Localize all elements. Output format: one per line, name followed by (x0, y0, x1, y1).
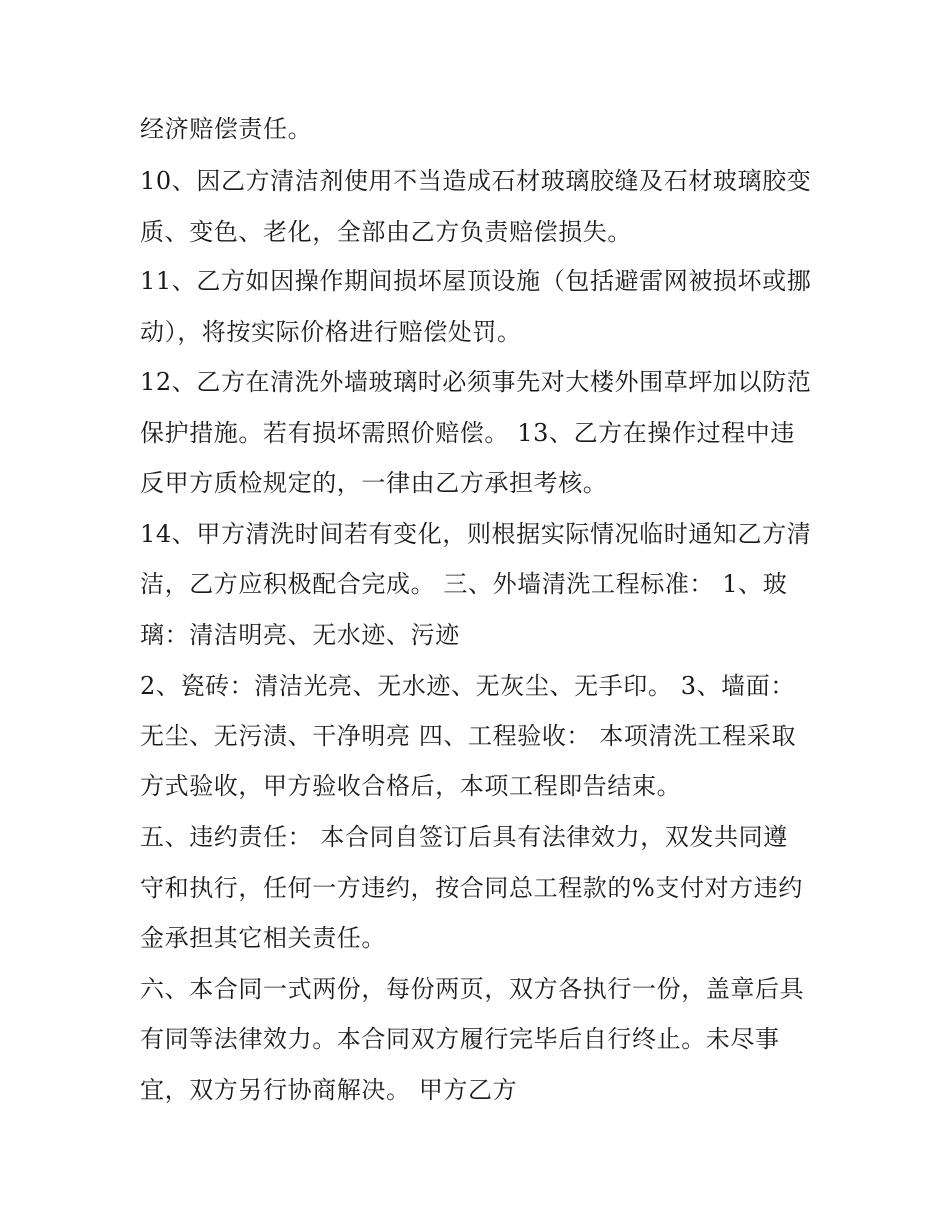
text-line: 质、变色、老化，全部由乙方负责赔偿损失。 (140, 218, 632, 246)
text-line: 有同等法律效力。本合同双方履行完毕后自行终止。未尽事 (140, 1025, 780, 1053)
text-line: 金承担其它相关责任。 (140, 924, 386, 952)
text-line: 12、乙方在清洗外墙玻璃时必须事先对大楼外围草坪加以防范 (140, 368, 812, 396)
text-line: 14、甲方清洗时间若有变化，则根据实际情况临时通知乙方清 (140, 520, 812, 548)
text-line: 五、违约责任： 本合同自签订后具有法律效力，双发共同遵 (140, 823, 788, 851)
text-line: 2、瓷砖：清洁光亮、无水迹、无灰尘、无手印。 3、墙面： (140, 672, 795, 700)
text-line: 宜，双方另行协商解决。 甲方乙方 (140, 1076, 518, 1104)
text-line: 洁，乙方应积极配合完成。 三、外墙清洗工程标准： 1、玻 (140, 570, 788, 598)
text-line: 动），将按实际价格进行赔偿处罚。 (140, 318, 522, 346)
text-line: 经济赔偿责任。 (140, 115, 313, 143)
text-line: 反甲方质检规定的，一律由乙方承担考核。 (140, 469, 608, 497)
text-line: 10、因乙方清洁剂使用不当造成石材玻璃胶缝及石材玻璃胶变 (140, 167, 812, 195)
text-line: 无尘、无污渍、干净明亮 四、工程验收： 本项清洗工程采取 (140, 722, 797, 750)
text-line: 璃：清洁明亮、无水迹、污迹 (140, 621, 460, 649)
text-line: 方式验收，甲方验收合格后，本项工程即告结束。 (140, 772, 682, 800)
text-line: 11、乙方如因操作期间损坏屋顶设施（包括避雷网被损坏或挪 (140, 267, 812, 295)
text-line: 守和执行，任何一方违约，按合同总工程款的%支付对方违约 (140, 874, 804, 902)
text-line: 六、本合同一式两份，每份两页，双方各执行一份，盖章后具 (140, 975, 805, 1003)
text-line: 保护措施。若有损坏需照价赔偿。 13、乙方在操作过程中违 (140, 419, 795, 447)
